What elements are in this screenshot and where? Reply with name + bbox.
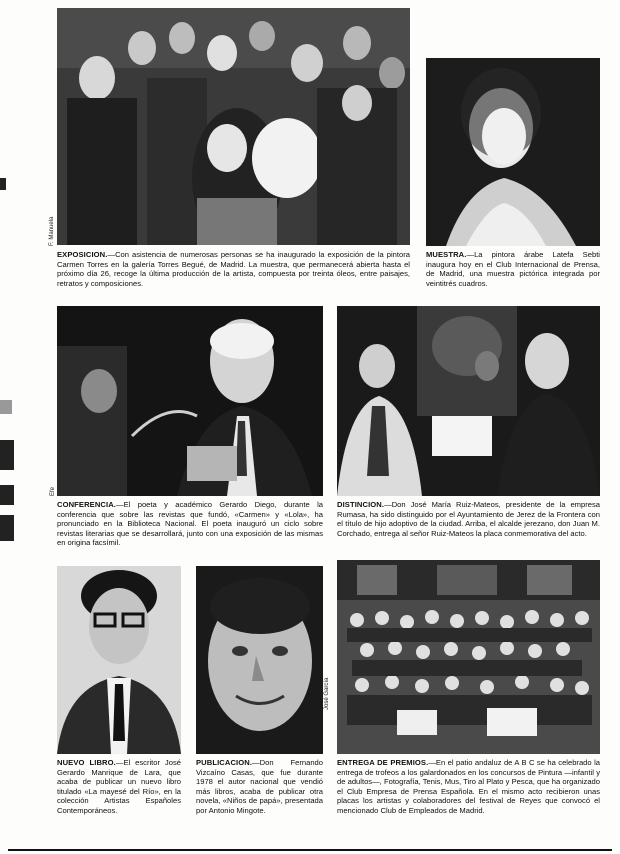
photo-muestra-image xyxy=(426,58,600,246)
caption-muestra-keyword: MUESTRA. xyxy=(426,250,467,259)
photo-entrega-premios xyxy=(337,560,600,754)
photo-conferencia xyxy=(57,306,323,496)
margin-mark-1 xyxy=(0,400,12,414)
caption-distincion-keyword: DISTINCION. xyxy=(337,500,385,509)
photo-muestra xyxy=(426,58,600,246)
photo-entrega-premios-image xyxy=(337,560,600,754)
bottom-rule xyxy=(8,849,612,851)
caption-distincion-text: —Don José María Ruiz-Mateos, presidente de la empresa Rumasa, ha sido distinguido por el Ayuntamiento de Jerez de la Frontera con el título de hijo adoptivo de la ciudad. Arriba, el alcalde jerezano, don Juan M. Corchado, entrega al señor Ruiz-Mateos la placa conmemorativa del acto. xyxy=(337,500,600,538)
caption-nuevo-libro-keyword: NUEVO LIBRO. xyxy=(57,758,116,767)
photo-nuevo-libro-image xyxy=(57,566,181,754)
caption-nuevo-libro-text: —El escritor José Gerardo Manrique de Lara, que acaba de publicar un nuevo libro titulado «La mayesé del Río», en la colección Artistas Españoles Contemporáneos. xyxy=(57,758,181,815)
photo-credit-conferencia: Efe xyxy=(50,486,56,496)
caption-exposicion xyxy=(57,250,410,298)
photo-distincion-image xyxy=(337,306,600,496)
photo-exposicion xyxy=(57,8,410,245)
caption-entrega-premios-text: —En el patio andaluz de A B C se ha celebrado la entrega de trofeos a los galardonados en los concursos de Pintura —infantil y de adultos—, Fotografía, Tenis, Mus, Tiro al Plato y Pesca, que ha organizado el Club Empresa de Prensa Española. En el mismo acto recibieron unas placas los artistas y colaboradores del festival de Reyes que convocó el mencionado Club de Empleados de Madrid. xyxy=(337,758,600,815)
caption-publicacion-text: —Don Fernando Vizcaíno Casas, que fue durante 1978 el autor nacional que vendió más libros, acaba de publicar otra novela, «Niños de papá», presentada por Antonio Mingote. xyxy=(196,758,323,815)
caption-conferencia xyxy=(57,500,323,550)
caption-muestra-text: —La pintora árabe Latefa Sebti inaugura hoy en el Club Internacional de Prensa, de Madrid, una muestra pictórica integrada por veintitrés cuadros. xyxy=(426,250,600,288)
photo-exposicion-image xyxy=(57,8,410,245)
caption-conferencia-text: —El poeta y académico Gerardo Diego, durante la conferencia que sobre las revistas que fundó, «Carmen» y «Lola», ha pronunciado en la Biblioteca Nacional. El poeta inauguró un ciclo sobre revistas literarias que se desarrollará, junto con una exposición de las mismas en origina facsímil. xyxy=(57,500,323,548)
caption-publicacion-keyword: PUBLICACION. xyxy=(196,758,253,767)
caption-conferencia-keyword: CONFERENCIA. xyxy=(57,500,116,509)
photo-publicacion xyxy=(196,566,323,754)
caption-exposicion-keyword: EXPOSICION. xyxy=(57,250,108,259)
caption-entrega-premios xyxy=(337,758,600,844)
photo-publicacion-image xyxy=(196,566,323,754)
caption-nuevo-libro xyxy=(57,758,181,844)
margin-mark-2 xyxy=(0,440,14,470)
photo-nuevo-libro xyxy=(57,566,181,754)
photo-credit-exposicion: F. Manuela xyxy=(49,216,55,246)
margin-mark-top xyxy=(0,178,6,190)
caption-distincion xyxy=(337,500,600,550)
photo-distincion xyxy=(337,306,600,496)
photo-conferencia-image xyxy=(57,306,323,496)
caption-muestra xyxy=(426,250,600,298)
caption-publicacion xyxy=(196,758,323,844)
margin-mark-3 xyxy=(0,485,14,505)
caption-exposicion-text: —Con asistencia de numerosas personas se ha inaugurado la exposición de la pintora Carmen Torres en la galería Torres Begué, de Madrid. La muestra, que permanecerá abierta hasta el próximo día 26, recoge la última producción de la artista, compuesta por treinta óleos, entre paisajes, retratos y composiciones. xyxy=(57,250,410,288)
caption-entrega-premios-keyword: ENTREGA DE PREMIOS. xyxy=(337,758,429,767)
photo-credit-publicacion: José García xyxy=(324,677,330,710)
margin-mark-4 xyxy=(0,515,14,541)
